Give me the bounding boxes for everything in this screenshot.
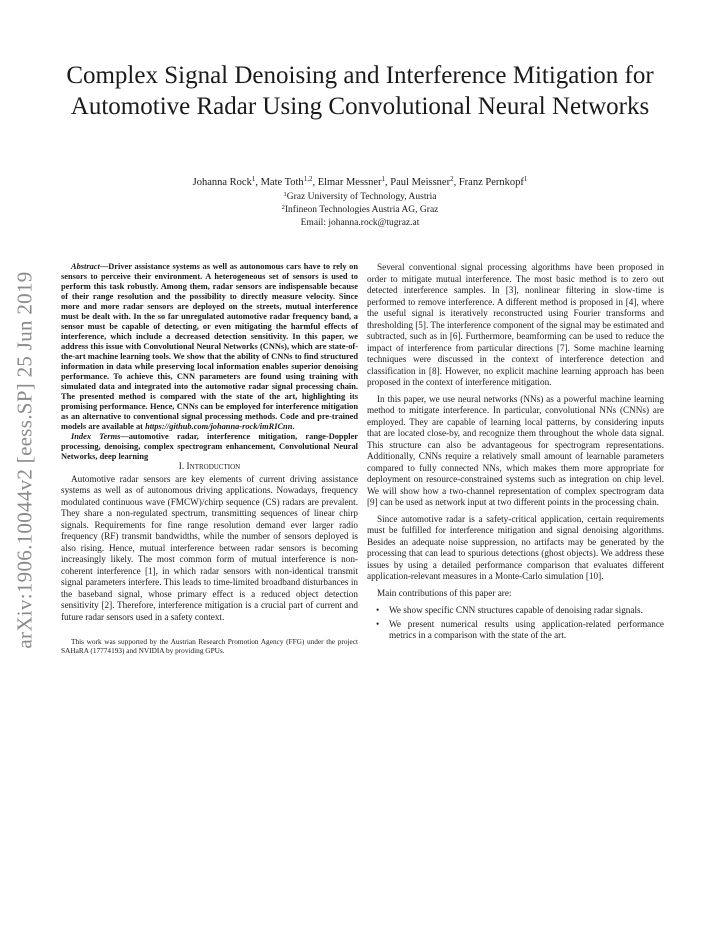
author-4: Paul Meissner$^2$ — [390, 175, 454, 188]
footnote: This work was supported by the Austrian Research Promotion Agency (FFG) under the project SAHaRA (17774193) and NVIDIA by providing GPUs. — [61, 637, 358, 655]
paragraph-safety-critical: Since automotive radar is a safety-critical application, certain requirements must be fulfilled for interference mitigation and signal denoising algorithms. Besides an adequate noise suppression, no artifacts may be generated by the processing that can lead to spurious detections (ghost objects). We address these issues by using a detailed performance comparison that evaluates different application-relevant measures in a Monte-Carlo simulation [10]. — [367, 513, 664, 581]
right-column — [367, 262, 664, 644]
affiliation-1: $^1$Graz University of Technology, Austria — [283, 191, 437, 202]
list-item: • We show specific CNN structures capable of denoising radar signals. — [389, 605, 664, 617]
affiliation-2: $^2$Infineon Technologies Austria AG, Graz — [281, 204, 439, 215]
paragraph-conventional-methods: Several conventional signal processing algorithms have been proposed in order to mitigate mutual interference. The most basic method is to zero out detected interference samples. In [3], nonlinear filtering in slow-time is performed to remove interference. A different method is proposed in [4], where the useful signal is iteratively reconstructed using Fourier transforms and thresholding [5]. The interference component of the signal may be estimated and subtracted, such as in [6]. Furthermore, beamforming can be used to reduce the impact of interference from particular directions [7]. Some machine learning techniques were discussed in the context of interference detection and classification in [8]. However, no explicit machine learning approach has been proposed in the context of interference mitigation. — [367, 262, 664, 387]
contact-email: Email: johanna.rock@tugraz.at — [300, 218, 420, 228]
contributions-list — [367, 605, 664, 642]
author-1: Johanna Rock$^1$ — [192, 175, 256, 188]
section-heading: I. Introduction — [178, 462, 241, 472]
paragraph-neural-networks: In this paper, we use neural networks (NNs) as a powerful machine learning method to mitigate interference. In particular, convolutional NNs (CNNs) are employed. They are capable of learning local patterns, by considering inputs that are located close-by, and recognize them throughout the whole data signal. This structure can also be advantageous for spectrogram representations. Additionally, CNNs require a relatively small amount of learnable parameters compared to fully connected NNs, which makes them more appropriate for deployment on resource-constrained systems such as integration on chip level. We will show how a two-channel representation of complex spectrogram data [9] can be used as network input at two different points in the processing chain. — [367, 393, 664, 507]
left-column — [61, 262, 358, 655]
intro-paragraph: Automotive radar sensors are key elements of current driving assistance systems as well as of autonomous driving applications. Nowadays, frequency modulated continuous wave (FMCW)/chirp sequence (CS) radars are prevalent. They share a non-regulated spectrum, transmitting sequences of linear chirp signals. Requirements for fine range resolution demand ever larger radio frequency (RF) transmit bandwidths, while the number of sensors deployed is also rising. Hence, mutual interference between radar sensors is becoming increasingly likely. The most common form of mutual interference is non-coherent interference [1], in which radar sensors with non-identical transmit signal parameters interfere. This leads to time-limited broadband disturbances in the baseband signal, whose primary effect is a reduced object detection sensitivity [2]. Therefore, interference mitigation is a crucial part of current and future radar sensors used in a safety context. — [61, 473, 358, 622]
author-2: Mate Toth$^{1,2}$ — [260, 175, 313, 188]
index-terms: Index Terms—automotive radar, interference mitigation, range-Doppler processing, denoising, complex spectrogram enhancement, Convolutional Neural Networks, deep learning — [61, 432, 359, 461]
list-item: • We present numerical results using application-related performance metrics in a comparison with the state of the art. — [389, 619, 664, 642]
author-list: Johanna Rock$^1$, Mate Toth$^{1,2}$, Elmar Messner$^1$, Paul Meissner$^2$, Franz Pernkopf$^1$ — [192, 175, 528, 188]
abstract: Abstract—Driver assistance systems as well as autonomous cars have to rely on sensors to perceive their environment. A heterogeneous set of sensors is used to perform this task robustly. Among them, radar sensors are indispensable because of their range resolution and the possibility to directly measure velocity. Since more and more radar sensors are deployed on the streets, mutual interference must be dealt with. In the so far unregulated automotive radar frequency band, a sensor must be capable of detecting, or even mitigating the harmful effects of interference, which include a decreased detection sensitivity. In this paper, we address this issue with Convolutional Neural Networks (CNNs), which are state-of-the-art machine learning tools. We show that the ability of CNNs to find structured information in data while preserving local information enables superior denoising performance. To achieve this, CNN parameters are found using training with simulated data and integrated into the automotive radar signal processing chain. The presented method is compared with the state of the art, highlighting its promising performance. Hence, CNNs can be employed for interference mitigation as an alternative to conventional signal processing methods. Code and pre-trained models are available at https://github.com/johanna-rock/imRICnn. — [61, 262, 358, 431]
arxiv-stamp-text: arXiv:1906.10044v2 [eess.SP] 25 Jun 2019 — [12, 271, 37, 649]
code-link[interactable]: https://github.com/johanna-rock/imRICnn — [145, 422, 293, 431]
paragraph-contributions-intro: Main contributions of this paper are: — [377, 587, 512, 598]
arxiv-identifier-stamp — [6, 250, 44, 670]
author-5: Franz Pernkopf$^1$ — [458, 175, 528, 188]
author-3: Elmar Messner$^1$ — [317, 175, 386, 188]
paper-title: Complex Signal Denoising and Interference Mitigation for Automotive Radar Using Convolutional Neural Networks — [66, 62, 654, 120]
